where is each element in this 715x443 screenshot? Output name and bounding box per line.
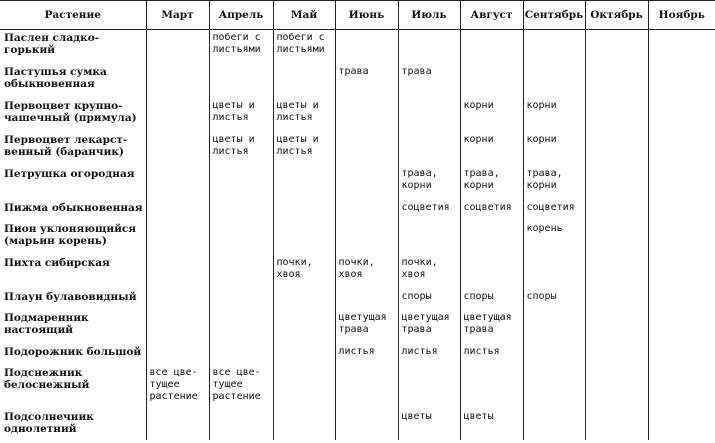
month-cell bbox=[648, 30, 715, 64]
month-cell bbox=[585, 166, 648, 200]
month-cell bbox=[209, 409, 273, 440]
month-cell bbox=[585, 310, 648, 344]
plant-name-cell bbox=[0, 221, 146, 255]
month-cell bbox=[273, 289, 335, 310]
month-cell bbox=[523, 409, 585, 440]
month-cell bbox=[335, 344, 398, 365]
month-cell bbox=[209, 200, 273, 221]
month-cell bbox=[209, 310, 273, 344]
month-cell bbox=[273, 166, 335, 200]
month-cell bbox=[273, 132, 335, 166]
month-cell bbox=[648, 98, 715, 132]
harvest-part: все цве- тущее растение bbox=[212, 366, 261, 402]
plant-name: Подорожник большой bbox=[4, 345, 142, 358]
month-cell bbox=[648, 200, 715, 221]
month-cell bbox=[460, 289, 523, 310]
plant-name-cell bbox=[0, 255, 146, 289]
month-cell bbox=[585, 98, 648, 132]
month-cell bbox=[146, 289, 209, 310]
month-cell bbox=[273, 344, 335, 365]
month-cell bbox=[209, 30, 273, 64]
harvest-part: корни bbox=[526, 99, 557, 111]
plant-name: Петрушка огородная bbox=[4, 167, 135, 180]
month-cell bbox=[398, 344, 460, 365]
month-cell bbox=[585, 64, 648, 98]
month-cell bbox=[209, 64, 273, 98]
harvest-part: трава bbox=[401, 65, 432, 77]
month-cell bbox=[648, 409, 715, 440]
month-cell bbox=[273, 409, 335, 440]
month-cell bbox=[273, 365, 335, 409]
plant-name: Подсолнечник однолетний bbox=[4, 410, 94, 435]
month-cell bbox=[648, 289, 715, 310]
month-cell bbox=[335, 310, 398, 344]
month-cell bbox=[523, 30, 585, 64]
month-cell bbox=[146, 344, 209, 365]
month-cell bbox=[648, 310, 715, 344]
plant-name: Паслен сладко-горький bbox=[4, 32, 100, 56]
month-cell bbox=[398, 98, 460, 132]
month-cell bbox=[335, 221, 398, 255]
harvest-part: почки, хвоя bbox=[338, 256, 375, 280]
harvest-part: цветы bbox=[401, 410, 432, 422]
month-cell bbox=[523, 221, 585, 255]
month-cell bbox=[460, 344, 523, 365]
month-cell bbox=[146, 310, 209, 344]
harvest-part: споры bbox=[401, 290, 432, 302]
plant-name-cell bbox=[0, 289, 146, 310]
month-cell bbox=[398, 200, 460, 221]
header-july: Июль bbox=[398, 1, 460, 30]
month-cell bbox=[523, 289, 585, 310]
harvest-part: цветы и листья bbox=[276, 99, 319, 123]
month-cell bbox=[460, 409, 523, 440]
month-cell bbox=[335, 98, 398, 132]
plant-name-cell bbox=[0, 344, 146, 365]
header-march: Март bbox=[146, 1, 209, 30]
month-cell bbox=[209, 132, 273, 166]
month-cell bbox=[460, 98, 523, 132]
table-row bbox=[0, 200, 715, 221]
month-cell bbox=[648, 344, 715, 365]
month-cell bbox=[273, 221, 335, 255]
month-cell bbox=[585, 221, 648, 255]
harvest-part: соцветия bbox=[526, 201, 575, 213]
month-cell bbox=[146, 98, 209, 132]
harvest-part: соцветия bbox=[401, 201, 450, 213]
month-cell bbox=[398, 30, 460, 64]
table-row bbox=[0, 310, 715, 344]
month-cell bbox=[460, 365, 523, 409]
plant-name: Пастушья сумка обыкновенная bbox=[4, 65, 107, 90]
month-cell bbox=[209, 166, 273, 200]
month-cell bbox=[585, 30, 648, 64]
harvest-part: трава, корни bbox=[463, 167, 500, 191]
month-cell bbox=[585, 365, 648, 409]
month-cell bbox=[398, 132, 460, 166]
plant-name-cell bbox=[0, 132, 146, 166]
month-cell bbox=[523, 64, 585, 98]
month-cell bbox=[273, 200, 335, 221]
month-cell bbox=[523, 166, 585, 200]
table-row bbox=[0, 255, 715, 289]
harvest-part: побеги с листьями bbox=[276, 32, 325, 55]
month-cell bbox=[335, 30, 398, 64]
month-cell bbox=[648, 166, 715, 200]
month-cell bbox=[335, 409, 398, 440]
harvest-part: все цве- тущее растение bbox=[149, 366, 198, 402]
harvest-part: корни bbox=[526, 133, 557, 145]
table-row bbox=[0, 98, 715, 132]
header-october: Октябрь bbox=[585, 1, 648, 30]
plant-name: Первоцвет лекарст- венный (баранчик) bbox=[4, 133, 128, 158]
plant-name: Подмаренник настоящий bbox=[4, 311, 89, 336]
month-cell bbox=[398, 221, 460, 255]
month-cell bbox=[273, 98, 335, 132]
month-cell bbox=[146, 30, 209, 64]
month-cell bbox=[460, 64, 523, 98]
month-cell bbox=[398, 255, 460, 289]
header-september: Сентябрь bbox=[523, 1, 585, 30]
month-cell bbox=[523, 132, 585, 166]
plant-name-cell bbox=[0, 310, 146, 344]
harvest-part: почки, хвоя bbox=[401, 256, 438, 280]
harvest-part: споры bbox=[463, 290, 494, 302]
month-cell bbox=[460, 200, 523, 221]
month-cell bbox=[523, 310, 585, 344]
plant-name-cell bbox=[0, 166, 146, 200]
plant-name-cell bbox=[0, 30, 146, 64]
month-cell bbox=[398, 166, 460, 200]
month-cell bbox=[585, 255, 648, 289]
month-cell bbox=[146, 166, 209, 200]
plant-name-cell bbox=[0, 98, 146, 132]
month-cell bbox=[585, 200, 648, 221]
table-row bbox=[0, 289, 715, 310]
harvest-part: соцветия bbox=[463, 201, 512, 213]
harvest-part: почки, хвоя bbox=[276, 256, 313, 280]
table-row bbox=[0, 344, 715, 365]
month-cell bbox=[585, 289, 648, 310]
month-cell bbox=[209, 221, 273, 255]
month-cell bbox=[585, 344, 648, 365]
harvest-part: трава bbox=[338, 65, 369, 77]
plant-name: Плаун булавовидный bbox=[4, 290, 137, 303]
month-cell bbox=[523, 98, 585, 132]
harvest-part: цветущая трава bbox=[463, 311, 512, 335]
harvest-part: споры bbox=[526, 290, 557, 302]
month-cell bbox=[523, 344, 585, 365]
month-cell bbox=[648, 64, 715, 98]
plant-name: Подснежник белоснежный bbox=[4, 366, 90, 391]
month-cell bbox=[648, 365, 715, 409]
header-plant: Растение bbox=[0, 1, 146, 30]
plant-name-cell bbox=[0, 200, 146, 221]
harvest-part: цветущая трава bbox=[401, 311, 450, 335]
month-cell bbox=[335, 255, 398, 289]
month-cell bbox=[335, 132, 398, 166]
month-cell bbox=[398, 409, 460, 440]
month-cell bbox=[209, 344, 273, 365]
harvest-part: корни bbox=[463, 133, 494, 145]
month-cell bbox=[648, 221, 715, 255]
plant-name-cell bbox=[0, 64, 146, 98]
harvest-part: цветы и листья bbox=[212, 133, 255, 157]
header-june: Июнь bbox=[335, 1, 398, 30]
harvest-part: листья bbox=[338, 345, 375, 357]
month-cell bbox=[273, 310, 335, 344]
month-cell bbox=[209, 255, 273, 289]
month-cell bbox=[460, 30, 523, 64]
header-april: Апрель bbox=[209, 1, 273, 30]
month-cell bbox=[209, 98, 273, 132]
plant-name-cell bbox=[0, 365, 146, 409]
table-row bbox=[0, 365, 715, 409]
harvest-part: цветы и листья bbox=[212, 99, 255, 123]
month-cell bbox=[335, 289, 398, 310]
month-cell bbox=[335, 365, 398, 409]
month-cell bbox=[146, 132, 209, 166]
month-cell bbox=[146, 365, 209, 409]
month-cell bbox=[146, 64, 209, 98]
month-cell bbox=[648, 255, 715, 289]
month-cell bbox=[335, 64, 398, 98]
month-cell bbox=[146, 255, 209, 289]
harvest-part: корни bbox=[463, 99, 494, 111]
month-cell bbox=[460, 255, 523, 289]
month-cell bbox=[648, 132, 715, 166]
month-cell bbox=[460, 166, 523, 200]
month-cell bbox=[523, 200, 585, 221]
month-cell bbox=[398, 365, 460, 409]
harvest-part: листья bbox=[401, 345, 438, 357]
harvest-part: листья bbox=[463, 345, 500, 357]
plant-name: Первоцвет крупно- чашечный (примула) bbox=[4, 99, 137, 124]
header-august: Август bbox=[460, 1, 523, 30]
month-cell bbox=[460, 310, 523, 344]
table-row bbox=[0, 409, 715, 440]
month-cell bbox=[146, 200, 209, 221]
harvest-part: корень bbox=[526, 222, 563, 234]
header-november: Ноябрь bbox=[648, 1, 715, 30]
table-row bbox=[0, 30, 715, 64]
month-cell bbox=[146, 409, 209, 440]
month-cell bbox=[585, 132, 648, 166]
month-cell bbox=[523, 255, 585, 289]
month-cell bbox=[146, 221, 209, 255]
header-may: Май bbox=[273, 1, 335, 30]
plant-name: Пихта сибирская bbox=[4, 256, 110, 269]
table-row bbox=[0, 64, 715, 98]
table-row bbox=[0, 221, 715, 255]
month-cell bbox=[398, 289, 460, 310]
month-cell bbox=[273, 30, 335, 64]
month-cell bbox=[585, 409, 648, 440]
month-cell bbox=[273, 64, 335, 98]
month-cell bbox=[460, 221, 523, 255]
month-cell bbox=[523, 365, 585, 409]
harvest-part: цветущая трава bbox=[338, 311, 387, 335]
harvest-part: трава, корни bbox=[401, 167, 438, 191]
month-cell bbox=[209, 289, 273, 310]
plant-name-cell bbox=[0, 409, 146, 440]
month-cell bbox=[209, 365, 273, 409]
harvest-part: побеги с листьями bbox=[212, 32, 261, 55]
header-row bbox=[0, 1, 715, 30]
plant-name: Пижма обыкновенная bbox=[4, 201, 143, 214]
month-cell bbox=[273, 255, 335, 289]
month-cell bbox=[460, 132, 523, 166]
table-row bbox=[0, 132, 715, 166]
month-cell bbox=[335, 200, 398, 221]
plant-name: Пион уклоняющийся (марьин корень) bbox=[4, 222, 137, 247]
harvest-part: трава, корни bbox=[526, 167, 563, 191]
table-row bbox=[0, 166, 715, 200]
month-cell bbox=[398, 64, 460, 98]
harvest-part: цветы bbox=[463, 410, 494, 422]
harvest-part: цветы и листья bbox=[276, 133, 319, 157]
month-cell bbox=[398, 310, 460, 344]
month-cell bbox=[335, 166, 398, 200]
